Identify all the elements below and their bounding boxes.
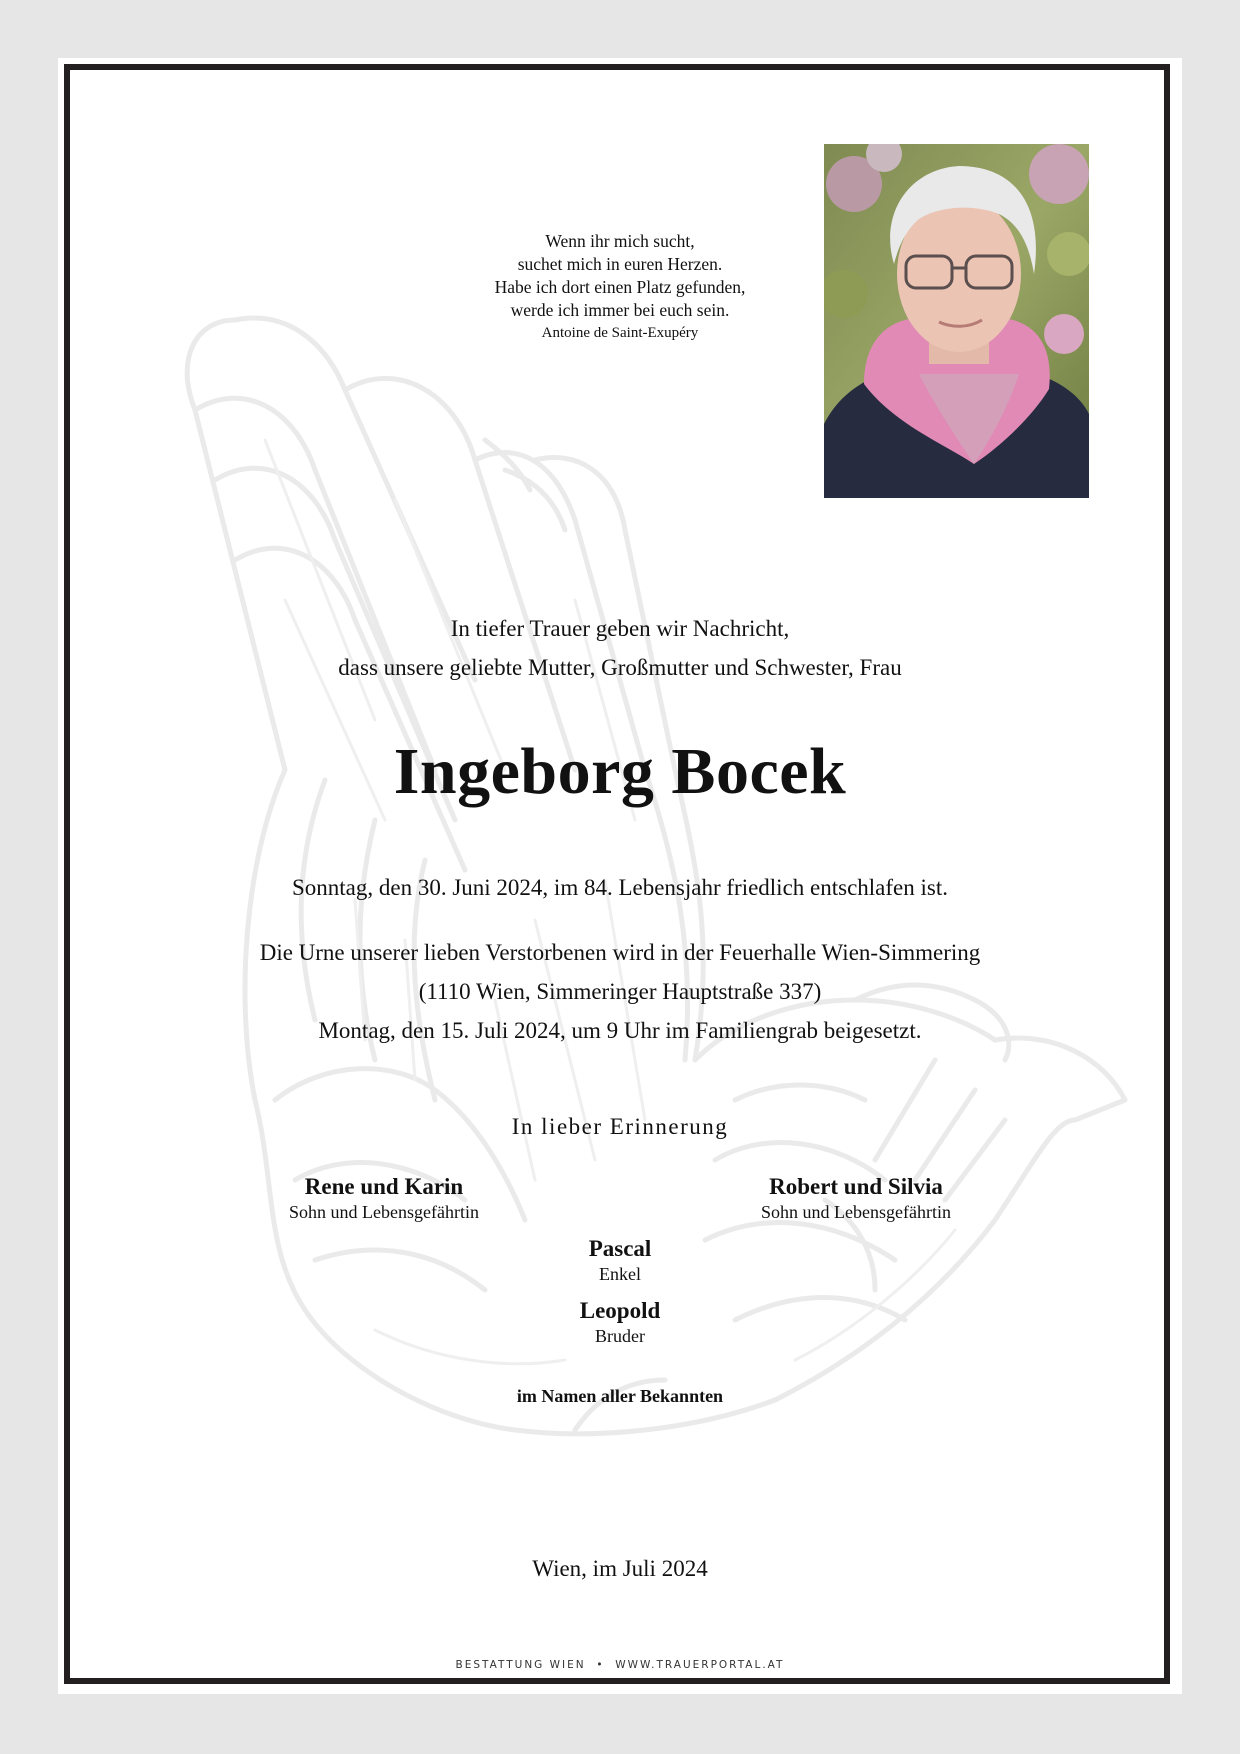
funeral-details bbox=[0, 933, 1240, 1050]
footer-left: BESTATTUNG WIEN bbox=[455, 1659, 586, 1671]
mourner-pascal bbox=[420, 1236, 820, 1285]
mourner-name: Rene und Karin bbox=[304, 1174, 464, 1199]
mourner-role: Sohn und Lebensgefährtin bbox=[289, 1202, 479, 1222]
portrait-photo-icon bbox=[824, 144, 1089, 498]
intro-line-2: dass unsere geliebte Mutter, Großmutter und Schwester, Frau bbox=[338, 655, 902, 680]
funeral-line-2: (1110 Wien, Simmeringer Hauptstraße 337) bbox=[418, 979, 822, 1004]
mourner-name: Leopold bbox=[579, 1298, 661, 1323]
mourner-role: Sohn und Lebensgefährtin bbox=[761, 1202, 951, 1222]
memory-heading: In lieber Erinnerung bbox=[511, 1114, 729, 1139]
portrait-photo bbox=[824, 144, 1089, 498]
mourner-leopold bbox=[420, 1298, 820, 1347]
quote-line: Wenn ihr mich sucht, bbox=[545, 231, 695, 251]
mourner-role: Enkel bbox=[599, 1264, 641, 1284]
mourner-name: Robert und Silvia bbox=[769, 1174, 943, 1199]
mourner-role: Bruder bbox=[595, 1326, 645, 1346]
funeral-line-3: Montag, den 15. Juli 2024, um 9 Uhr im Familiengrab beigesetzt. bbox=[318, 1018, 922, 1043]
footer-right: WWW.TRAUERPORTAL.AT bbox=[615, 1659, 785, 1671]
quote-line: werde ich immer bei euch sein. bbox=[510, 300, 730, 320]
place-date: Wien, im Juli 2024 bbox=[532, 1556, 708, 1581]
mourner-rene-karin bbox=[184, 1174, 584, 1223]
quote-line: suchet mich in euren Herzen. bbox=[517, 254, 723, 274]
quote-block bbox=[420, 230, 820, 345]
quote-line: Habe ich dort einen Platz gefunden, bbox=[494, 277, 746, 297]
death-notice: Sonntag, den 30. Juni 2024, im 84. Lebensjahr friedlich entschlafen ist. bbox=[291, 875, 948, 900]
footer bbox=[0, 1659, 1240, 1671]
footer-separator: • bbox=[596, 1659, 605, 1671]
mourner-robert-silvia bbox=[656, 1174, 1056, 1223]
intro-text bbox=[0, 609, 1240, 687]
intro-line-1: In tiefer Trauer geben wir Nachricht, bbox=[450, 616, 790, 641]
closing-text: im Namen aller Bekannten bbox=[516, 1386, 724, 1406]
mourner-name: Pascal bbox=[588, 1236, 652, 1261]
funeral-line-1: Die Urne unserer lieben Verstorbenen wird in der Feuerhalle Wien-Simmering bbox=[259, 940, 981, 965]
quote-author: Antoine de Saint-Exupéry bbox=[541, 325, 699, 341]
deceased-name: Ingeborg Bocek bbox=[393, 735, 847, 808]
